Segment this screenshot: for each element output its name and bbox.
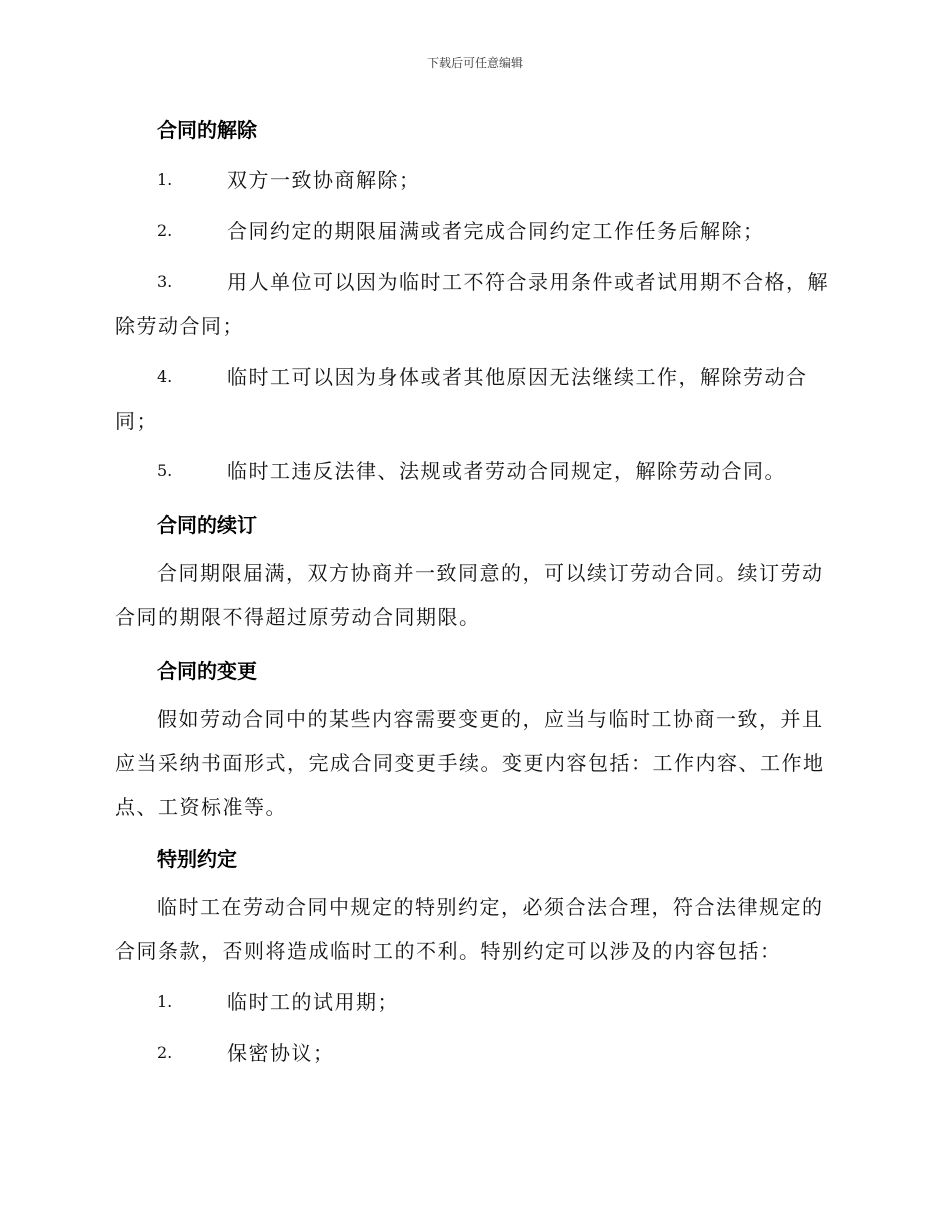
list-item-number: 1. bbox=[157, 992, 173, 1011]
section-heading-change: 合同的变更 bbox=[157, 659, 257, 683]
list-item bbox=[115, 209, 835, 253]
list-item-text: 临时工的试用期； bbox=[227, 990, 399, 1014]
list-item-text: 保密协议； bbox=[227, 1041, 335, 1065]
list-item-number: 1. bbox=[157, 170, 173, 189]
list-item-number: 2. bbox=[157, 1043, 173, 1062]
section-heading-termination: 合同的解除 bbox=[157, 118, 257, 142]
list-item-number: 2. bbox=[157, 221, 173, 240]
section-heading-special: 特别约定 bbox=[157, 847, 237, 871]
list-item bbox=[115, 449, 835, 493]
page-header-note: 下载后可任意编辑 bbox=[426, 56, 523, 70]
list-item-text: 双方一致协商解除； bbox=[227, 168, 421, 192]
section-paragraph-renewal: 合同期限届满，双方协商并一致同意的，可以续订劳动合同。续订劳动合同的期限不得超过原劳动合同期限。 bbox=[115, 561, 824, 629]
list-item bbox=[115, 158, 835, 202]
list-item bbox=[115, 1031, 835, 1075]
list-item-text: 临时工可以因为身体或者其他原因无法继续工作，解除劳动合同； bbox=[115, 365, 808, 433]
list-item-number: 3. bbox=[157, 272, 173, 291]
section-paragraph-special: 临时工在劳动合同中规定的特别约定，必须合法合理，符合法律规定的合同条款，否则将造成临时工的不利。特别约定可以涉及的内容包括： bbox=[115, 895, 824, 963]
list-item-text: 临时工违反法律、法规或者劳动合同规定，解除劳动合同。 bbox=[227, 459, 786, 483]
list-item-number: 4. bbox=[157, 367, 173, 386]
list-item-number: 5. bbox=[157, 461, 173, 480]
list-item bbox=[115, 980, 835, 1024]
list-item bbox=[115, 260, 835, 348]
list-item-text: 合同约定的期限届满或者完成合同约定工作任务后解除； bbox=[227, 219, 765, 243]
section-heading-renewal: 合同的续订 bbox=[157, 513, 257, 537]
section-paragraph-change: 假如劳动合同中的某些内容需要变更的，应当与临时工协商一致，并且应当采纳书面形式，完成合同变更手续。变更内容包括：工作内容、工作地点、工资标准等。 bbox=[115, 707, 825, 819]
list-item-text: 用人单位可以因为临时工不符合录用条件或者试用期不合格，解除劳动合同； bbox=[115, 270, 829, 338]
list-item bbox=[115, 355, 835, 443]
